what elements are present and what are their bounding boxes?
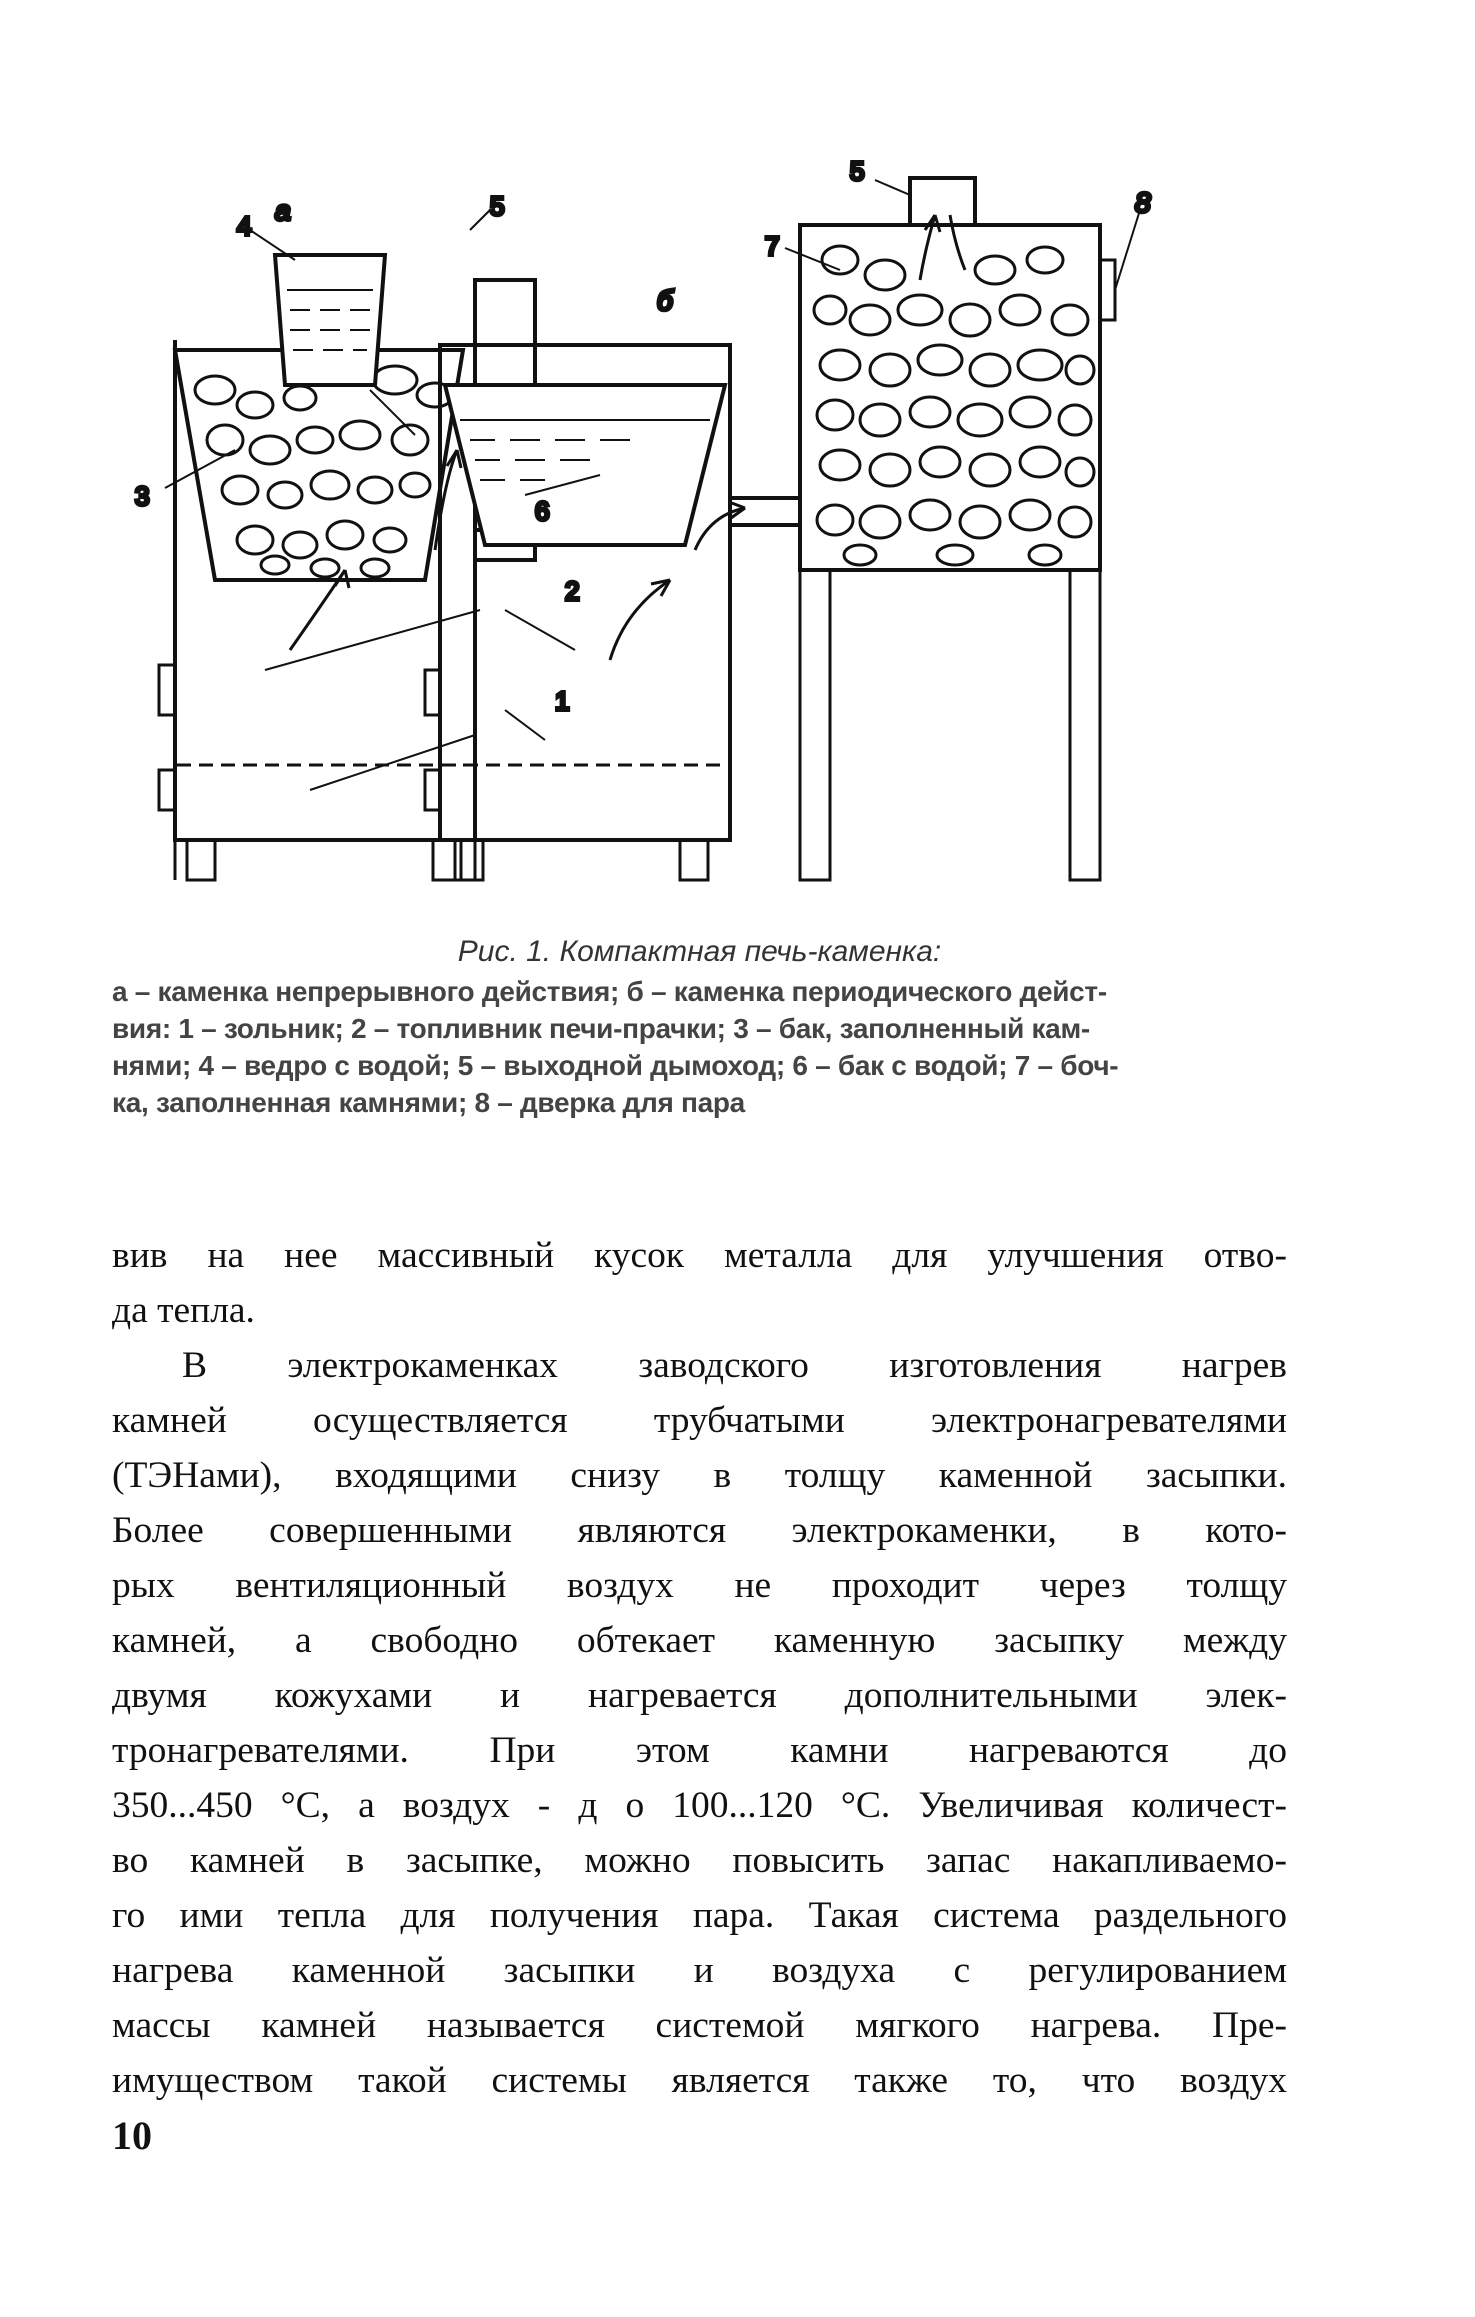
label-7: 7 <box>765 231 780 261</box>
caption-line: вия: 1 – зольник; 2 – топливник печи-прачки; 3 – бак, заполненный кам- <box>112 1013 1090 1044</box>
stove-b-leg-right <box>680 840 708 880</box>
body-line: В электрокаменках заводского изготовления нагрев <box>182 1345 1287 1386</box>
page-number: 10 <box>112 2113 152 2158</box>
body-text <box>112 1228 1287 2108</box>
stove-b-leg-left <box>455 840 483 880</box>
stove-c-leg-left <box>800 570 830 880</box>
caption-line: а – каменка непрерывного действия; б – каменка периодического дейст- <box>112 976 1107 1007</box>
label-6: 6 <box>535 496 550 526</box>
label-4: 4 <box>237 211 252 241</box>
body-line: рых вентиляционный воздух не проходит через толщу <box>112 1565 1287 1606</box>
stove-a-leg-right <box>433 840 461 880</box>
stove-a-door-upper <box>159 665 175 715</box>
stove-c-chimney <box>910 178 975 225</box>
body-line: да тепла. <box>112 1290 255 1331</box>
body-line: имуществом такой системы является также то, что воздух <box>112 2060 1287 2101</box>
figure-caption <box>112 935 1287 1121</box>
stove-b-water-tank <box>445 385 725 545</box>
body-line: массы камней называется системой мягкого нагрева. Пре- <box>112 2005 1287 2046</box>
caption-body <box>112 973 1287 1121</box>
body-line: го ими тепла для получения пара. Такая система раздельного <box>112 1895 1287 1936</box>
stove-a-stones <box>195 366 453 577</box>
label-b: б <box>657 285 673 316</box>
stove-a-leg-left <box>187 840 215 880</box>
label-1: 1 <box>555 686 570 716</box>
body-line: Более совершенными являются электрокаменки, в кото- <box>112 1510 1287 1551</box>
body-line: во камней в засыпке, можно повысить запас накапливаемо- <box>112 1840 1287 1881</box>
stove-a-bucket <box>275 255 385 385</box>
stove-a <box>159 210 535 880</box>
stove-b <box>425 345 800 880</box>
label-8: 8 <box>1135 187 1151 218</box>
stove-b-door-lower <box>425 770 440 810</box>
body-line: тронагревателями. При этом камни нагреваются до <box>112 1730 1287 1771</box>
stove-c-leg-right <box>1070 570 1100 880</box>
label-5-a: 5 <box>490 191 505 221</box>
caption-title: Рис. 1. Компактная печь-каменка: <box>457 935 942 968</box>
caption-line: нями; 4 – ведро с водой; 5 – выходной дымоход; 6 – бак с водой; 7 – боч- <box>112 1050 1119 1081</box>
body-line: камней, а свободно обтекает каменную засыпку между <box>112 1620 1287 1661</box>
body-line: камней осуществляется трубчатыми электронагревателями <box>112 1400 1287 1441</box>
body-line: (ТЭНами), входящими снизу в толщу каменной засыпки. <box>112 1455 1287 1496</box>
body-line: 350...450 °С, а воздух - д о 100...120 °С. Увеличивая количест- <box>112 1785 1287 1826</box>
caption-line: ка, заполненная камнями; 8 – дверка для пара <box>112 1087 745 1118</box>
stove-c-steam-door <box>1100 260 1115 320</box>
body-line: вив на нее массивный кусок металла для улучшения отво- <box>112 1235 1287 1276</box>
label-3: 3 <box>135 481 150 511</box>
stove-a-door-lower <box>159 770 175 810</box>
label-5-c: 5 <box>850 156 865 186</box>
stove-b-flow-arrow-1 <box>610 580 670 660</box>
body-line: нагрева каменной засыпки и воздуха с регулированием <box>112 1950 1287 1991</box>
stove-c-stones <box>814 246 1094 565</box>
stove-c <box>785 178 1140 880</box>
label-2: 2 <box>565 576 580 606</box>
body-line: двумя кожухами и нагревается дополнительными элек- <box>112 1675 1287 1716</box>
stove-figure <box>95 150 1275 890</box>
stove-b-door-upper <box>425 670 440 715</box>
label-a: а <box>275 195 291 226</box>
stove-diagram <box>95 150 1275 890</box>
